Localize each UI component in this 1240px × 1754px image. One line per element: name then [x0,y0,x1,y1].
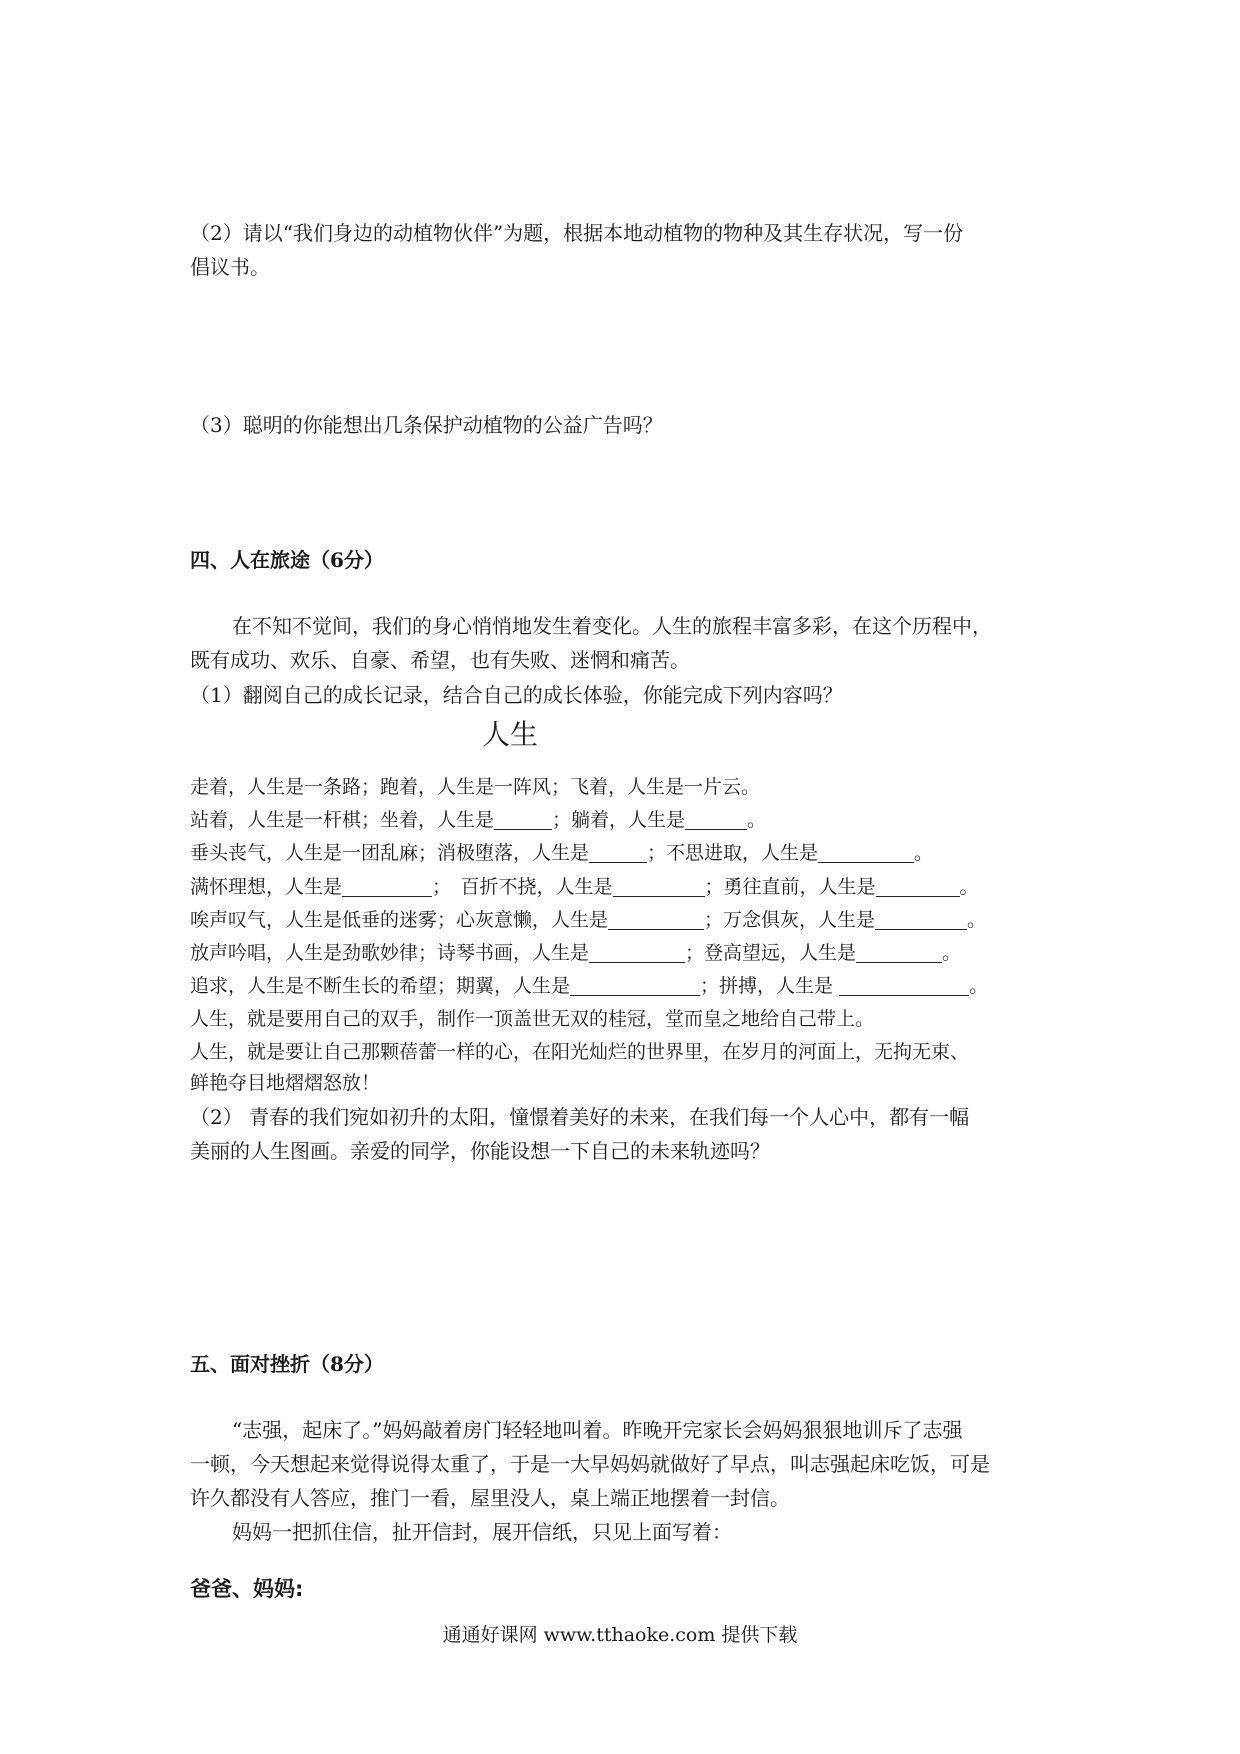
answer-blank[interactable] [685,809,747,830]
answer-blank[interactable] [608,909,704,930]
answer-blank[interactable] [613,876,705,897]
q4-part1: （1）翻阅自己的成长记录，结合自己的成长体验，你能完成下列内容吗？ [190,683,843,707]
q5-paragraph-line2: 一顿，今天想起来觉得说得太重了，于是一大早妈妈就做好了早点，叫志强起床吃饭，可是 [190,1452,990,1476]
poem-line-4: 满怀理想，人生是 ； 百折不挠，人生是 ；勇往直前，人生是 。 [190,876,979,898]
q5-paragraph-line1: “志强，起床了。”妈妈敲着房门轻轻地叫着。昨晚开完家长会妈妈狠狠地训斥了志强 [232,1418,963,1442]
q4-part2-line2: 美丽的人生图画。亲爱的同学，你能设想一下自己的未来轨迹吗？ [190,1139,770,1163]
answer-blank[interactable] [818,842,914,863]
q4-intro-line1: 在不知不觉间，我们的身心悄悄地发生着变化。人生的旅程丰富多彩，在这个历程中， [232,614,992,638]
q4-intro-line2: 既有成功、欢乐、自豪、希望，也有失败、迷惘和痛苦。 [190,648,690,672]
answer-blank[interactable] [342,876,432,897]
poem-line-5: 唉声叹气，人生是低垂的迷雾；心灰意懒，人生是 ；万念俱灰，人生是 。 [190,909,987,931]
poem-line-10: 鲜艳夺目地熠熠怒放！ [190,1072,381,1094]
poem-line-8: 人生，就是要用自己的双手，制作一顶盖世无双的桂冠，堂而皇之地给自己带上。 [190,1008,875,1030]
poem-line-7: 追求，人生是不断生长的希望；期翼，人生是 ；拼搏，人生是 。 [190,975,989,997]
page-footer: 通通好课网 www.tthaoke.com 提供下载 [442,1624,798,1646]
poem-title: 人生 [482,718,539,751]
answer-blank[interactable] [589,842,647,863]
answer-blank[interactable] [856,942,942,963]
letter-salutation: 爸爸、妈妈: [190,1577,304,1601]
q5-paragraph-line4: 妈妈一把抓住信，扯开信封，展开信纸，只见上面写着： [232,1520,732,1544]
q3-part2: （2）请以“我们身边的动植物伙伴”为题，根据本地动植物的物种及其生存状况，写一份 [190,221,964,245]
q4-part2-line1: （2） 青春的我们宛如初升的太阳，憧憬着美好的未来，在我们每一个人心中，都有一幅 [190,1105,970,1129]
answer-blank[interactable] [494,809,552,830]
answer-blank[interactable] [839,975,969,996]
q3-part2-cont: 倡议书。 [190,255,270,279]
poem-line-2: 站着，人生是一杆棋；坐着，人生是 ；躺着，人生是 。 [190,809,767,831]
poem-line-1: 走着，人生是一条路；跑着，人生是一阵风；飞着，人生是一片云。 [190,776,761,798]
answer-blank[interactable] [875,909,967,930]
q3-part3: （3）聪明的你能想出几条保护动植物的公益广告吗？ [190,413,663,437]
q5-paragraph-line3: 许久都没有人答应，推门一看，屋里没人，桌上端正地摆着一封信。 [190,1486,790,1510]
answer-blank[interactable] [589,942,685,963]
answer-blank[interactable] [570,975,700,996]
q4-heading: 四、人在旅途（6分） [190,548,384,572]
answer-blank[interactable] [876,876,960,897]
q5-heading: 五、面对挫折（8分） [190,1352,384,1376]
poem-line-9: 人生，就是要让自己那颗蓓蕾一样的心，在阳光灿烂的世界里，在岁月的河面上，无拘无束、 [190,1041,970,1063]
poem-line-3: 垂头丧气，人生是一团乱麻；消极堕落，人生是 ；不思进取，人生是 。 [190,842,934,864]
poem-line-6: 放声吟唱，人生是劲歌妙律；诗琴书画，人生是 ；登高望远，人生是 。 [190,942,962,964]
